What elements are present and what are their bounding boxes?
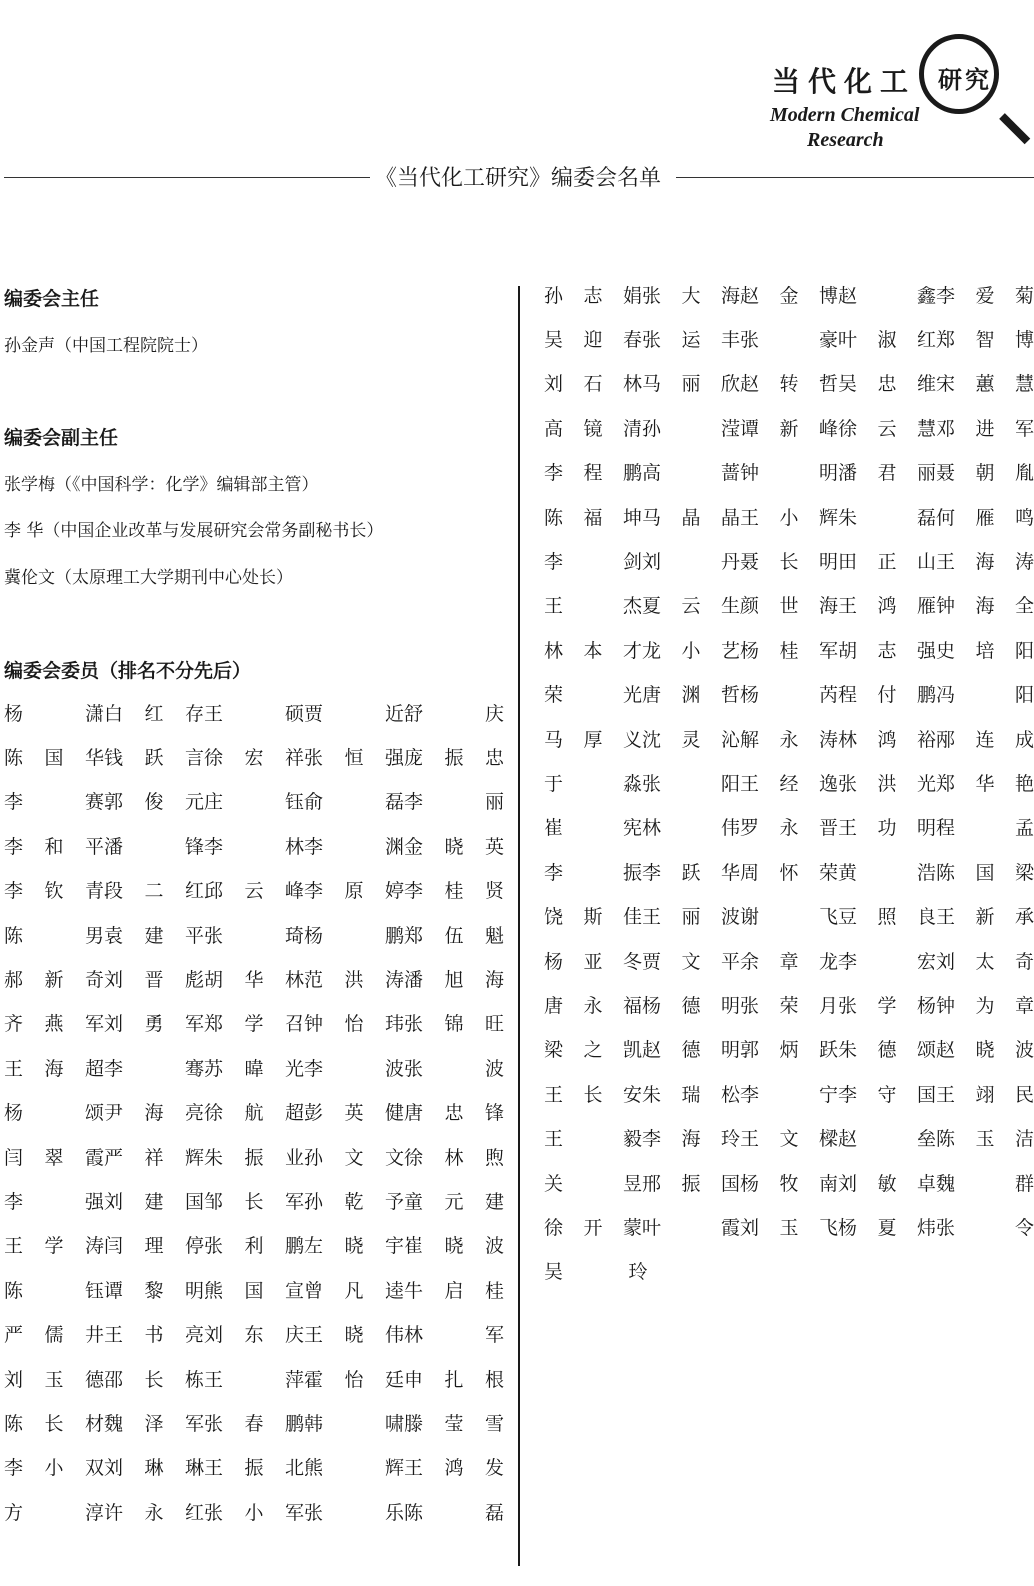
logo-cn-circle: 研究 (938, 66, 992, 94)
member-name: 俞 磊 (304, 791, 404, 814)
member-name: 唐忠锋 (404, 1102, 504, 1125)
member-name: 徐云慧 (838, 417, 936, 440)
logo-en-line2: Research (807, 129, 884, 151)
member-name: 张学杨 (838, 994, 936, 1017)
logo-en-line1: Modern Chemical (770, 104, 920, 126)
member-name: 潘 锋 (104, 835, 204, 858)
member-name: 贾 近 (304, 702, 404, 725)
member-name: 陈国梁 (936, 861, 1034, 884)
member-row (4, 1445, 504, 1489)
member-name: 饶斯佳 (544, 906, 642, 929)
journal-logo (764, 30, 1034, 160)
member-name: 金晓英 (404, 835, 504, 858)
member-name: 王丽波 (642, 906, 740, 929)
member-name: 豆照良 (838, 906, 936, 929)
member-row (4, 1400, 504, 1444)
member-name: 郑华艳 (936, 772, 1034, 795)
member-name: 张春鹏 (204, 1412, 304, 1435)
member-name: 王 杰 (544, 595, 642, 618)
member-name: 周怀荣 (740, 861, 838, 884)
member-name: 王海超 (4, 1057, 104, 1080)
member-name: 吴迎春 (544, 329, 642, 352)
member-row (4, 1311, 504, 1355)
member-name: 孙文文 (304, 1146, 404, 1169)
member-name: 邹长军 (204, 1190, 304, 1213)
member-name: 张 波 (404, 1057, 504, 1080)
member-name: 严祥辉 (104, 1146, 204, 1169)
member-name: 孙 滢 (642, 417, 740, 440)
member-name: 王 硕 (204, 702, 304, 725)
member-name: 赵德明 (642, 1039, 740, 1062)
member-name: 杨德明 (642, 994, 740, 1017)
member-name: 夏云生 (642, 595, 740, 618)
column-divider (518, 286, 520, 1566)
member-name: 闫翠霞 (4, 1146, 104, 1169)
member-name: 段二红 (104, 880, 204, 903)
member-name: 李跃华 (642, 861, 740, 884)
member-row (4, 912, 504, 956)
member-name: 王学涛 (4, 1235, 104, 1258)
member-name: 刘玉德 (4, 1368, 104, 1391)
member-name: 李 丽 (404, 791, 504, 814)
member-name: 李爱菊 (936, 284, 1034, 307)
member-name: 曾凡逵 (304, 1279, 404, 1302)
magnifier-icon (919, 34, 999, 114)
member-name: 王新承 (936, 906, 1034, 929)
rule-line-left (4, 177, 370, 178)
member-name: 程 孟 (936, 817, 1034, 840)
member-row (544, 583, 1034, 627)
member-name: 吴 玲 (544, 1261, 648, 1284)
member-name: 尹海亮 (104, 1102, 204, 1125)
member-name: 刘 丹 (642, 551, 740, 574)
member-name: 史培阳 (936, 639, 1034, 662)
member-name: 郑智博 (936, 329, 1034, 352)
member-name: 邱云峰 (204, 880, 304, 903)
member-name: 王海涛 (936, 551, 1034, 574)
member-name: 刘琳琳 (104, 1457, 204, 1480)
member-row (544, 938, 1034, 982)
member-name: 徐开蒙 (544, 1216, 642, 1239)
member-name: 潘旭海 (404, 969, 504, 992)
member-name: 贾文平 (642, 950, 740, 973)
member-name: 邓进军 (936, 417, 1034, 440)
member-name: 李钦青 (4, 880, 104, 903)
member-name: 王 毅 (544, 1128, 642, 1151)
member-name: 白红存 (104, 702, 204, 725)
member-name: 何雁鸣 (936, 506, 1034, 529)
member-row (544, 760, 1034, 804)
member-name: 李海玲 (642, 1128, 740, 1151)
member-name: 舒 庆 (404, 702, 504, 725)
page-title: 《当代化工研究》编委会名单 (375, 166, 662, 191)
member-name: 钟海全 (936, 595, 1034, 618)
member-name: 张运丰 (642, 329, 740, 352)
member-row (544, 849, 1034, 893)
member-name: 余章龙 (740, 950, 838, 973)
member-name: 李原婷 (304, 880, 404, 903)
member-name: 霍怡廷 (304, 1368, 404, 1391)
member-name: 方 淳 (4, 1501, 104, 1524)
member-name: 钟 明 (740, 462, 838, 485)
vice-chair-line: 冀伦文（太原理工大学期刊中心处长） (4, 568, 293, 588)
member-name: 崔 宪 (544, 817, 642, 840)
member-name: 沈灵沁 (642, 728, 740, 751)
member-name: 许永红 (104, 1501, 204, 1524)
member-row (544, 1071, 1034, 1115)
member-row (4, 779, 504, 823)
member-row (544, 1115, 1034, 1159)
member-name: 刘石林 (544, 373, 642, 396)
member-name: 徐宏祥 (204, 747, 304, 770)
member-name: 李 渊 (304, 835, 404, 858)
member-name: 郝新奇 (4, 969, 104, 992)
member-row (4, 734, 504, 778)
member-row (4, 1090, 504, 1134)
member-name: 左晓宇 (304, 1235, 404, 1258)
member-name: 李桂贤 (404, 880, 504, 903)
member-name: 李 骞 (104, 1057, 204, 1080)
member-name: 田正山 (838, 551, 936, 574)
member-name: 王长安 (544, 1083, 642, 1106)
member-name: 庞振忠 (404, 747, 504, 770)
member-name: 王晓伟 (304, 1324, 404, 1347)
member-name: 孙志娟 (544, 284, 642, 307)
member-name: 李守国 (838, 1083, 936, 1106)
member-name: 苏暐光 (204, 1057, 304, 1080)
member-name: 高镜清 (544, 417, 642, 440)
member-name: 孙乾予 (304, 1190, 404, 1213)
member-name: 唐永福 (544, 994, 642, 1017)
member-name: 李 宏 (838, 950, 936, 973)
member-row (4, 1356, 504, 1400)
member-name: 刘东庆 (204, 1324, 304, 1347)
vice-chair-line: 李 华（中国企业改革与发展研究会常务副秘书长） (4, 521, 384, 541)
member-name: 林 伟 (642, 817, 740, 840)
member-name: 黄 浩 (838, 861, 936, 884)
member-name: 王 萍 (204, 1368, 304, 1391)
member-name: 谭黎明 (104, 1279, 204, 1302)
chair-heading: 编委会主任 (4, 288, 100, 310)
member-name: 朱德颂 (838, 1039, 936, 1062)
member-name: 闫理停 (104, 1235, 204, 1258)
member-name: 关 昱 (544, 1172, 642, 1195)
member-name: 童元建 (404, 1190, 504, 1213)
member-name: 李 赛 (4, 791, 104, 814)
member-name: 张小军 (204, 1501, 304, 1524)
member-name: 刘建国 (104, 1190, 204, 1213)
member-row (4, 1001, 504, 1045)
member-name: 谭新峰 (740, 417, 838, 440)
member-name: 李 剑 (544, 551, 642, 574)
member-name: 严儒井 (4, 1324, 104, 1347)
members-grid-left (4, 690, 504, 1533)
member-name: 王功明 (838, 817, 936, 840)
rule-line-right (676, 177, 1034, 178)
member-name: 程付鹏 (838, 684, 936, 707)
member-name: 高 蔷 (642, 462, 740, 485)
member-row (544, 982, 1034, 1026)
member-row (4, 1267, 504, 1311)
member-name: 张荣月 (740, 994, 838, 1017)
member-row (4, 1489, 504, 1533)
chair-line: 孙金声（中国工程院院士） (4, 336, 208, 356)
member-name: 崔晓波 (404, 1235, 504, 1258)
member-row (4, 1134, 504, 1178)
member-name: 杨 鹏 (304, 924, 404, 947)
member-name: 郭炳跃 (740, 1039, 838, 1062)
member-name: 赵 鑫 (838, 284, 936, 307)
member-name: 陈长材 (4, 1412, 104, 1435)
member-name: 陈国华 (4, 747, 104, 770)
member-row (544, 405, 1034, 449)
member-row (544, 361, 1034, 405)
member-name: 李 宁 (740, 1083, 838, 1106)
member-name: 杨桂军 (740, 639, 838, 662)
member-row (544, 450, 1034, 494)
member-row (4, 1223, 504, 1267)
member-name: 龙小艺 (642, 639, 740, 662)
member-name: 唐渊哲 (642, 684, 740, 707)
member-name: 马丽欣 (642, 373, 740, 396)
member-name: 林鸿裕 (838, 728, 936, 751)
member-row (544, 1160, 1034, 1204)
member-name: 荣 光 (544, 684, 642, 707)
member-name: 钟怡玮 (304, 1013, 404, 1036)
member-name: 陈 磊 (404, 1501, 504, 1524)
member-name: 林 军 (404, 1324, 504, 1347)
members-grid-right (544, 272, 1034, 1293)
member-name: 张恒强 (304, 747, 404, 770)
member-name: 朱瑞松 (642, 1083, 740, 1106)
member-name: 滕莹雪 (404, 1412, 504, 1435)
member-name: 王翊民 (936, 1083, 1034, 1106)
member-name: 潘君丽 (838, 462, 936, 485)
member-name: 颜世海 (740, 595, 838, 618)
member-name: 王鸿发 (404, 1457, 504, 1480)
member-name: 马厚义 (544, 728, 642, 751)
member-name: 杨 芮 (740, 684, 838, 707)
logo-cn-title: 当代化工 (772, 65, 917, 98)
member-name: 牛启桂 (404, 1279, 504, 1302)
member-name: 叶 霞 (642, 1216, 740, 1239)
member-name: 郭俊元 (104, 791, 204, 814)
member-name: 谢 飞 (740, 906, 838, 929)
member-row (4, 1045, 504, 1089)
member-name: 郑伍魁 (404, 924, 504, 947)
member-name: 王文樑 (740, 1128, 838, 1151)
member-name: 胡志强 (838, 639, 936, 662)
member-name: 徐航超 (204, 1102, 304, 1125)
member-row (544, 627, 1034, 671)
member-name: 张锦旺 (404, 1013, 504, 1036)
member-name: 赵晓波 (936, 1039, 1034, 1062)
member-name: 陈 钰 (4, 1279, 104, 1302)
member-name: 刘勇军 (104, 1013, 204, 1036)
member-name: 杨亚冬 (544, 950, 642, 973)
member-name: 王振北 (204, 1457, 304, 1480)
member-name: 李 林 (204, 835, 304, 858)
member-row (544, 672, 1034, 716)
member-name: 张 乐 (304, 1501, 404, 1524)
member-name: 刘晋彪 (104, 969, 204, 992)
member-name: 赵 垒 (838, 1128, 936, 1151)
vice-chair-heading: 编委会副主任 (4, 427, 119, 449)
member-name: 冯 阳 (936, 684, 1034, 707)
member-name: 张洪光 (838, 772, 936, 795)
member-name: 吴忠维 (838, 373, 936, 396)
member-row (544, 1249, 1034, 1293)
member-name: 张 琦 (204, 924, 304, 947)
member-name: 袁建平 (104, 924, 204, 947)
magnifier-handle (999, 113, 1030, 144)
member-name: 魏 群 (936, 1172, 1034, 1195)
member-row (544, 494, 1034, 538)
member-name: 李小双 (4, 1457, 104, 1480)
member-row (544, 1204, 1034, 1248)
member-name: 齐燕军 (4, 1013, 104, 1036)
member-name: 于 淼 (544, 772, 642, 795)
vice-chair-line: 张学梅（《中国科学：化学》编辑部主管） (4, 475, 319, 495)
member-name: 李 振 (544, 861, 642, 884)
member-name: 杨 潇 (4, 702, 104, 725)
member-name: 王小辉 (740, 506, 838, 529)
member-name: 李 波 (304, 1057, 404, 1080)
member-name: 韩 啸 (304, 1412, 404, 1435)
member-name: 朱 磊 (838, 506, 936, 529)
member-row (544, 272, 1034, 316)
member-name: 马晶晶 (642, 506, 740, 529)
member-name: 申扎根 (404, 1368, 504, 1391)
member-name: 胡华林 (204, 969, 304, 992)
member-name: 张大海 (642, 284, 740, 307)
member-name: 张 令 (936, 1216, 1034, 1239)
member-row (4, 956, 504, 1000)
member-name: 魏泽军 (104, 1412, 204, 1435)
member-name: 陈 男 (4, 924, 104, 947)
member-name: 邴连成 (936, 728, 1034, 751)
member-row (544, 538, 1034, 582)
member-name: 宋蕙慧 (936, 373, 1034, 396)
member-name: 刘太奇 (936, 950, 1034, 973)
member-name: 王书亮 (104, 1324, 204, 1347)
member-name: 赵金博 (740, 284, 838, 307)
member-name: 聂长明 (740, 551, 838, 574)
member-row (544, 1027, 1034, 1071)
member-name: 朱振业 (204, 1146, 304, 1169)
member-row (544, 316, 1034, 360)
member-name: 钟为章 (936, 994, 1034, 1017)
member-name: 杨 颂 (4, 1102, 104, 1125)
member-name: 钱跃言 (104, 747, 204, 770)
member-row (4, 1178, 504, 1222)
member-name: 杨牧南 (740, 1172, 838, 1195)
member-name: 张 阳 (642, 772, 740, 795)
member-row (4, 868, 504, 912)
member-row (4, 823, 504, 867)
member-name: 徐林煦 (404, 1146, 504, 1169)
member-name: 聂朝胤 (936, 462, 1034, 485)
member-name: 庄 钰 (204, 791, 304, 814)
member-name: 邵长栋 (104, 1368, 204, 1391)
member-name: 罗永晋 (740, 817, 838, 840)
member-name: 林本才 (544, 639, 642, 662)
member-name: 梁之凯 (544, 1039, 642, 1062)
member-name: 杨夏炜 (838, 1216, 936, 1239)
member-name: 陈福坤 (544, 506, 642, 529)
member-name: 郑学召 (204, 1013, 304, 1036)
member-name: 王鸿雁 (838, 595, 936, 618)
member-name: 刘玉飞 (740, 1216, 838, 1239)
member-name: 王经逸 (740, 772, 838, 795)
header-rule (0, 159, 1034, 195)
member-name: 叶淑红 (838, 329, 936, 352)
member-row (544, 893, 1034, 937)
member-name: 范洪涛 (304, 969, 404, 992)
member-name: 解永涛 (740, 728, 838, 751)
member-name: 李和平 (4, 835, 104, 858)
member-name: 李 强 (4, 1190, 104, 1213)
member-name: 刘敏卓 (838, 1172, 936, 1195)
member-name: 李程鹏 (544, 462, 642, 485)
member-row (544, 716, 1034, 760)
member-name: 张 豪 (740, 329, 838, 352)
member-name: 熊 辉 (304, 1457, 404, 1480)
members-heading: 编委会委员（排名不分先后） (4, 660, 252, 682)
member-name: 熊国宣 (204, 1279, 304, 1302)
member-row (544, 805, 1034, 849)
member-name: 彭英健 (304, 1102, 404, 1125)
member-name: 赵转哲 (740, 373, 838, 396)
member-name: 张利鹏 (204, 1235, 304, 1258)
member-name: 邢振国 (642, 1172, 740, 1195)
member-name: 陈玉洁 (936, 1128, 1034, 1151)
member-row (4, 690, 504, 734)
